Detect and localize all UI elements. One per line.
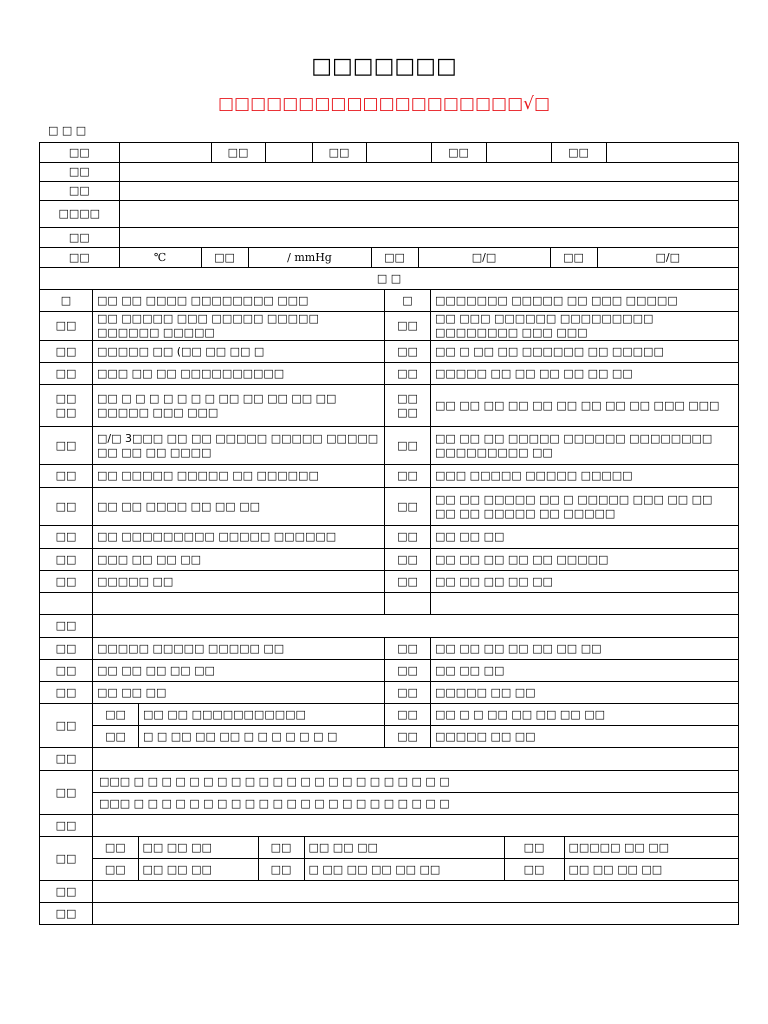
review-text[interactable] [93, 593, 385, 615]
field-label: □□ [40, 143, 119, 162]
field-label: □□ [551, 143, 606, 162]
review-label: □□ [385, 465, 431, 488]
review-label [40, 593, 93, 615]
review-label: □ [385, 290, 431, 312]
exam-text[interactable]: □□ □□ □□ □□ □□ □□ □□ [431, 638, 739, 660]
exam-split-label: □□ [40, 704, 93, 748]
review-label: □□ □□ [40, 385, 93, 427]
grid-value[interactable]: □□ □□ □□ [138, 837, 258, 859]
review-text[interactable]: □□□ □□□□□ □□□□□ □□□□□ [431, 465, 739, 488]
exam-sub-text[interactable]: □□ □□ □□□□□□□□□□□ [139, 704, 385, 726]
section-heading: □ □ [40, 268, 739, 290]
note-label: □□ [40, 815, 93, 837]
review-label: □□ [385, 427, 431, 465]
review-label: □□ [385, 341, 431, 363]
info-row-4 [40, 201, 739, 228]
review-text[interactable]: □□ □□ □□ □□ □□ [431, 571, 739, 593]
review-text[interactable]: □□□□□ □□ (□□ □□ □□ □ [93, 341, 385, 363]
review-label: □□ [385, 526, 431, 549]
respiration-unit[interactable]: □/□ [655, 250, 680, 264]
review-label: □□ [385, 488, 431, 526]
document-title: □□□□□□□ [311, 54, 457, 79]
field-label: □□ [40, 163, 119, 181]
review-text[interactable]: □/□ 3□□□ □□ □□ □□□□□ □□□□□ □□□□□ □□ □□ □□ □□□□ [93, 427, 385, 465]
pulse-label: □□ [371, 248, 418, 267]
form-number: □ □ □ [48, 124, 87, 137]
vitals-row [40, 248, 739, 268]
pulse-unit[interactable]: □/□ [418, 248, 550, 267]
exam-label: □□ [40, 638, 93, 660]
review-label: □□ [40, 312, 93, 341]
review-label: □□ [40, 465, 93, 488]
review-text[interactable]: □□ □□ □□ □□ □□ □□ □□ □□ □□ □□□ □□□ [431, 385, 739, 427]
grid-value[interactable]: □□□□□ □□ □□ [564, 837, 738, 859]
teeth-line[interactable]: □□□ □ □ □ □ □ □ □ □ □ □ □ □ □ □ □ □ □ □ □ □ □ □ □ [93, 771, 739, 793]
info-row-2 [40, 163, 739, 182]
exam-text[interactable]: □□□□□ □□ □□ [431, 726, 739, 748]
review-label: □ [40, 290, 93, 312]
review-label: □□ [40, 571, 93, 593]
exam-sub-label: □□ [93, 704, 139, 726]
temperature-unit[interactable]: ℃ [119, 248, 201, 267]
note-value[interactable] [93, 903, 739, 925]
grid-block [93, 837, 739, 881]
review-text[interactable]: □□ □□□□□□□□□ □□□□□ □□□□□□ [93, 526, 385, 549]
record-table [39, 142, 739, 925]
grid-value[interactable]: □□ □□ □□ [138, 859, 258, 881]
info-row-1 [40, 143, 739, 163]
field-value[interactable] [606, 143, 738, 162]
note-value[interactable] [93, 615, 739, 638]
review-label: □□ [40, 341, 93, 363]
grid-key: □□ [258, 859, 304, 881]
note-label: □□ [40, 903, 93, 925]
review-text[interactable]: □□ □□ □□ □□□□□ □□□□□□ □□□□□□□□ □□□□□□□□□ □□ [431, 427, 739, 465]
field-value[interactable] [119, 163, 738, 181]
field-value[interactable] [119, 143, 211, 162]
review-label: □□ [385, 312, 431, 341]
review-text[interactable]: □□ □□ □□□□ □□□□□□□□ □□□ [93, 290, 385, 312]
review-text[interactable]: □□□□□ □□ □□ □□ □□ □□ □□ [431, 363, 739, 385]
info-row-5 [40, 228, 739, 248]
field-label: □□ [211, 143, 265, 162]
exam-sub-text[interactable]: □ □ □□ □□ □□ □ □ □ □ □ □ □ [139, 726, 385, 748]
exam-text[interactable]: □□ □ □ □□ □□ □□ □□ □□ [431, 704, 739, 726]
grid-key: □□ [504, 859, 564, 881]
note-label: □□ [40, 748, 93, 771]
review-label: □□ [40, 526, 93, 549]
info-row-3 [40, 182, 739, 201]
grid-key: □□ [504, 837, 564, 859]
exam-label: □□ [385, 682, 431, 704]
review-text[interactable] [431, 593, 739, 615]
note-label: □□ [40, 615, 93, 638]
teeth-label: □□ [40, 771, 93, 815]
review-text[interactable]: □□ □□□ □□□□□□ □□□□□□□□□ □□□□□□□□ □□□ □□□ [431, 312, 739, 341]
review-label: □□ [40, 549, 93, 571]
exam-text[interactable]: □□□□□ □□ □□ [431, 682, 739, 704]
field-label: □□ [431, 143, 486, 162]
exam-label: □□ [385, 726, 431, 748]
field-value[interactable] [366, 143, 431, 162]
grid-key: □□ [93, 859, 138, 881]
review-text[interactable]: □□ □□ □□ [431, 526, 739, 549]
field-value[interactable] [265, 143, 312, 162]
bp-unit[interactable]: / mmHg [248, 248, 371, 267]
note-value[interactable] [93, 815, 739, 837]
review-text[interactable]: □□□□□ □□ [93, 571, 385, 593]
grid-label: □□ [40, 837, 93, 881]
review-label [385, 593, 431, 615]
field-label: □□ [40, 182, 119, 200]
review-label: □□ [40, 427, 93, 465]
review-text[interactable]: □□□ □□ □□ □□ [93, 549, 385, 571]
teeth-line[interactable]: □□□ □ □ □ □ □ □ □ □ □ □ □ □ □ □ □ □ □ □ □ □ □ □ □ [93, 793, 739, 815]
exam-label: □□ [385, 638, 431, 660]
grid-key: □□ [258, 837, 304, 859]
review-label: □□ [40, 488, 93, 526]
grid-value[interactable]: □ □□ □□ □□ □□ □□ [304, 859, 504, 881]
document-subtitle: □□□□□□□□□□□□□□□□□□□√□ [217, 94, 551, 114]
review-label: □□ [40, 363, 93, 385]
exam-sub-label: □□ [93, 726, 139, 748]
review-text[interactable]: □□□□□□□ □□□□□ □□ □□□ □□□□□ [431, 290, 739, 312]
exam-label: □□ [385, 660, 431, 682]
grid-value[interactable]: □□ □□ □□ [304, 837, 504, 859]
grid-value[interactable]: □□ □□ □□ □□ [568, 862, 663, 876]
note-value[interactable] [93, 748, 739, 771]
field-value[interactable] [486, 143, 551, 162]
review-label: □□ [385, 549, 431, 571]
vitals-label: □□ [40, 248, 119, 267]
field-label: □□□□ [40, 201, 119, 227]
note-label: □□ [40, 881, 93, 903]
note-value[interactable] [93, 881, 739, 903]
exam-label: □□ [40, 660, 93, 682]
exam-label: □□ [40, 682, 93, 704]
respiration-label: □□ [550, 248, 597, 267]
review-text[interactable]: □□ □ □□ □□ □□□□□□ □□ □□□□□ [431, 341, 739, 363]
field-value[interactable] [119, 228, 738, 247]
exam-text[interactable]: □□ □□ □□ □□ □□ [93, 660, 385, 682]
review-text[interactable]: □□ □□□□□ □□□ □□□□□ □□□□□ □□□□□□ □□□□□ [93, 312, 385, 341]
review-label: □□ □□ [385, 385, 431, 427]
review-text[interactable]: □□ □□ □□□□□ □□ □ □□□□□ □□□ □□ □□ □□ □□ □□□□□ □□ □□□□□ [431, 488, 739, 526]
review-label: □□ [385, 571, 431, 593]
review-label: □□ [385, 363, 431, 385]
field-label: □□ [312, 143, 366, 162]
review-text[interactable]: □□ □□ □□□□ □□ □□ □□ [93, 488, 385, 526]
exam-text[interactable]: □□ □□ □□ [93, 682, 385, 704]
field-value[interactable] [119, 201, 738, 227]
review-text[interactable]: □□ □ □ □ □ □ □ □ □□ □□ □□ □□ □□ □□□□□ □□□ □□□ [93, 385, 385, 427]
exam-text[interactable]: □□ □□ □□ [431, 660, 739, 682]
review-text[interactable]: □□ □□ □□ □□ □□ □□□□□ [431, 549, 739, 571]
field-value[interactable] [119, 182, 738, 200]
bp-label: □□ [201, 248, 248, 267]
field-label: □□ [40, 228, 119, 247]
exam-text[interactable]: □□□□□ □□□□□ □□□□□ □□ [93, 638, 385, 660]
grid-key: □□ [93, 837, 138, 859]
review-text[interactable]: □□ □□□□□ □□□□□ □□ □□□□□□ [93, 465, 385, 488]
exam-label: □□ [385, 704, 431, 726]
review-text[interactable]: □□□ □□ □□ □□□□□□□□□□ [93, 363, 385, 385]
